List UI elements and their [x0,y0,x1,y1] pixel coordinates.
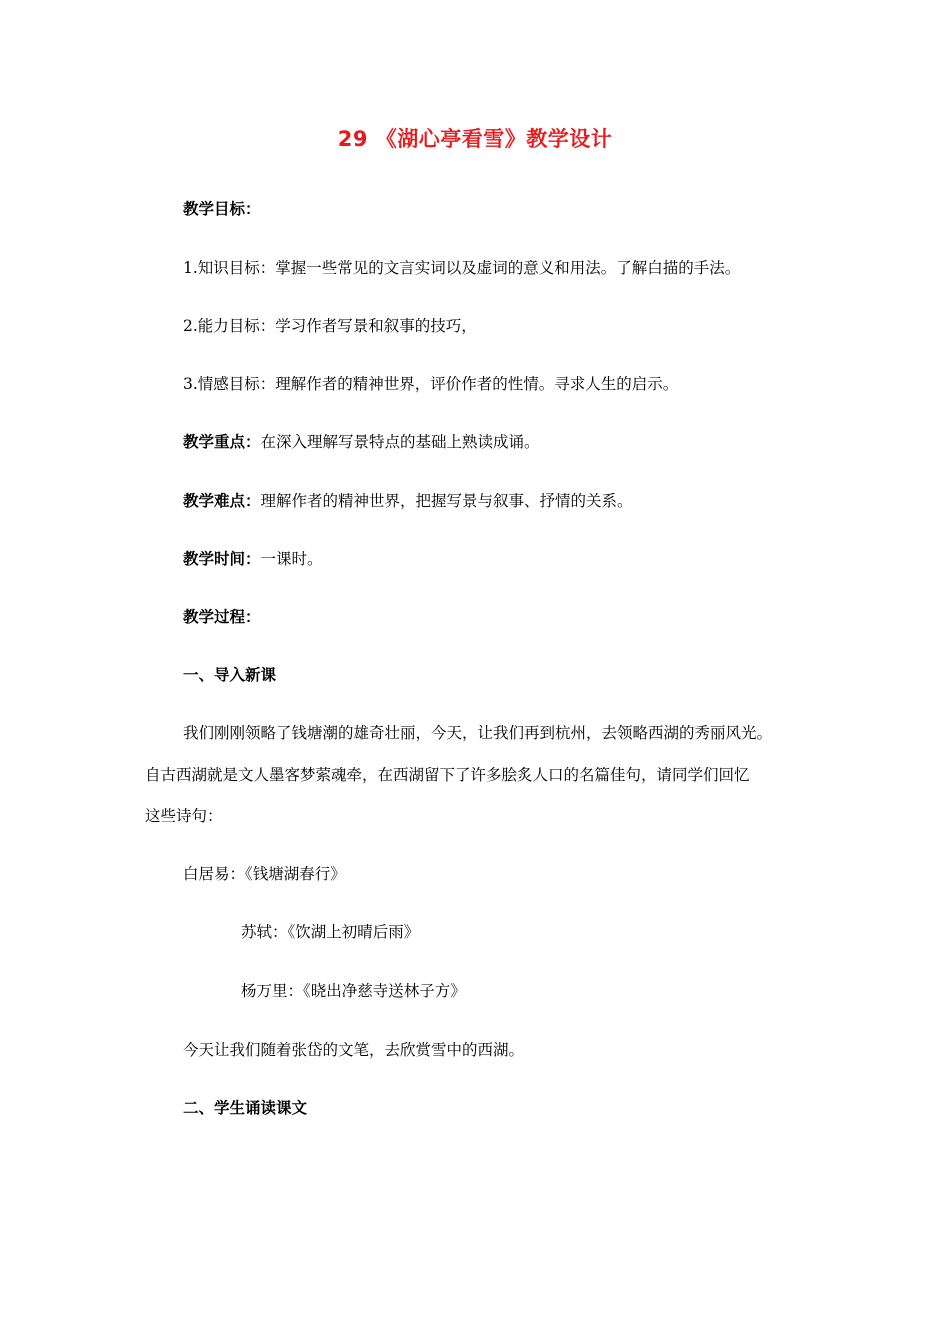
difficulty-label: 教学难点： [183,492,261,510]
time-label: 教学时间： [183,550,261,568]
section2-heading: 二、学生诵读课文 [183,1099,308,1117]
intro-line-2: 自古西湖就是文人墨客梦萦魂牵，在西湖留下了许多脍炙人口的名篇佳句，请同学们回忆 [145,766,750,784]
document-title: 29 《湖心亭看雪》教学设计 [337,127,613,151]
goal-knowledge: 1.知识目标：掌握一些常见的文言实词以及虚词的意义和用法。了解白描的手法。 [183,259,741,277]
intro-line-3: 这些诗句： [145,807,223,825]
goal-emotion: 3.情感目标：理解作者的精神世界，评价作者的性情。寻求人生的启示。 [183,375,679,393]
poem-bai-juyi: 白居易：《钱塘湖春行》 [183,865,346,883]
transition-sentence: 今天让我们随着张岱的文笔，去欣赏雪中的西湖。 [183,1041,525,1059]
goals-heading: 教学目标： [183,200,261,218]
time-text: 一课时。 [260,550,323,568]
poem-su-shi: 苏轼：《饮湖上初晴后雨》 [241,923,420,941]
teaching-time [183,549,323,569]
difficulty [183,491,633,511]
process-heading: 教学过程： [183,608,261,626]
key-point-label: 教学重点： [183,433,261,451]
difficulty-text: 理解作者的精神世界，把握写景与叙事、抒情的关系。 [260,492,633,510]
section1-heading: 一、导入新课 [183,666,277,684]
poem-yang-wanli: 杨万里：《晓出净慈寺送林子方》 [241,982,466,1000]
goal-ability: 2.能力目标：学习作者写景和叙事的技巧， [183,317,477,335]
key-point [183,432,540,452]
intro-line-1: 我们刚刚领略了钱塘潮的雄奇壮丽，今天，让我们再到杭州，去领略西湖的秀丽风光。 [183,724,773,742]
key-point-text: 在深入理解写景特点的基础上熟读成诵。 [260,433,540,451]
